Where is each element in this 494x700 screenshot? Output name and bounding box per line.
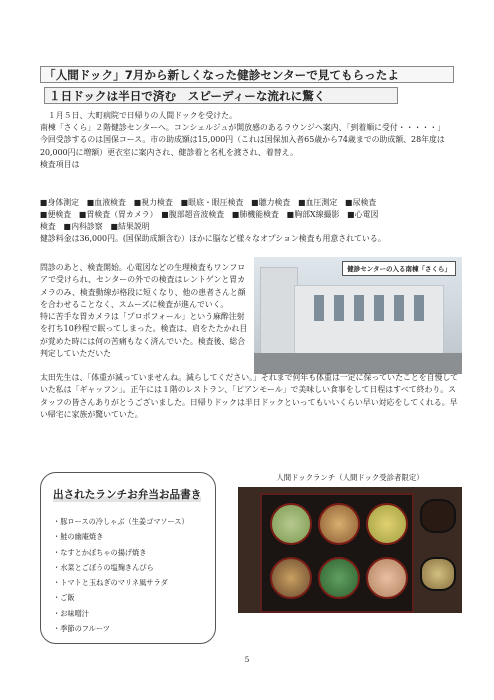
subheadline: １日ドックは半日で済む スピーディーな流れに驚く	[44, 87, 398, 104]
lunch-menu-list	[53, 514, 189, 636]
bento-dish	[270, 503, 312, 545]
building-window	[374, 295, 384, 321]
building-photo-label: 健診センターの入る南棟「さくら」	[342, 261, 456, 276]
building-window	[394, 295, 404, 321]
building-photo	[254, 257, 462, 374]
lunch-menu-box	[40, 472, 216, 644]
exam-items-line-1: ■身体測定 ■血液検査 ■視力検査 ■眼底・眼圧検査 ■聴力検査 ■血圧測定 ■尿検査	[40, 198, 377, 207]
headline: 「人間ドック」7月から新しくなった健診センターで見てもらったよ	[40, 66, 454, 83]
body-left-line: 問診のあと、検査開始。心電図などの生理検査もワンフロアで受けられ、センターの外での検査はレントゲンと胃カメラのみ、検査動線が格段に短くなり、他の患者さんと顔を合わせることなく、スムーズに検査が進んでいく。	[40, 263, 246, 309]
body-full-paragraph: 太田先生は、「体重が減っていませんね。減らしてください。」それまで何年も体重は一定に保っていたことを自慢していた私は「ギャッフン」。正午には１階のレストラン、「ピアンモール」で美味しい食事をして日程はすべて終わり。スタッフの皆さんありがとうございました。日帰りドックは半日ドックといってもいいくらい早い対応をしてくれる。早い帰宅に家族が驚いていた。	[40, 373, 459, 419]
menu-item: ・お味噌汁	[53, 608, 89, 618]
menu-item: ・水菜とごぼうの塩麹きんぴら	[53, 562, 154, 572]
building-window	[314, 295, 324, 321]
exam-items-line-3: 検査 ■内科診察 ■結果説明	[40, 222, 150, 231]
building-window	[334, 295, 344, 321]
bento-dish	[318, 503, 360, 545]
menu-item: ・豚ロースの冷しゃぶ（生姜ゴマソース）	[53, 517, 189, 526]
lunch-photo	[238, 487, 462, 613]
intro-line: 南棟「さくら」２階健診センターへ。コンシェルジュが開放感のあるラウンジへ案内、「到着順に受付・・・・・」	[40, 123, 446, 133]
body-left-paragraph	[40, 262, 252, 360]
soup-bowl	[420, 557, 456, 591]
body-left-line: 特に苦手な胃カメラは「プロポフォール」という麻酔注射を打ち10秒程で眠ってしまった。検査は、肩をたたかれ目が覚めた時には何の苦痛もなく済んでいた。検査後、総合判定していただいた	[40, 312, 248, 359]
menu-item: ・季節のフルーツ	[53, 624, 110, 634]
menu-item: ・ご飯	[53, 593, 75, 603]
exam-fee-line: 健診料金は36,000円。(国保助成額含む）ほかに脳など様々なオプション検査も用意されている。	[40, 234, 386, 243]
bento-dish	[366, 557, 408, 599]
menu-item: ・なすとかぼちゃの揚げ焼き	[53, 547, 147, 557]
menu-item: ・鮭の幽庵焼き	[53, 532, 104, 542]
rice-bowl	[420, 499, 456, 533]
road	[254, 353, 462, 374]
bento-dish	[366, 503, 408, 545]
lunch-photo-caption: 人間ドックランチ（人間ドック受診者限定）	[276, 473, 424, 482]
intro-paragraph	[40, 110, 460, 171]
bento-tray	[260, 493, 414, 613]
exam-items-line-2: ■便検査 ■胃検査（胃カメラ） ■腹部超音波検査 ■肺機能検査 ■胸部X線撮影 ■心電図	[40, 210, 379, 219]
bento-dish	[270, 557, 312, 599]
intro-line: 検査項目は	[40, 159, 80, 169]
bento-dish	[318, 557, 360, 599]
building-window	[354, 295, 364, 321]
lunch-menu-title: 出されたランチお弁当お品書き	[53, 489, 202, 501]
page-number: 5	[244, 655, 250, 664]
intro-line: 今回受診するのは国保コース。市の助成額は15,000円（これは国保加入者65歳から74歳までの助成額、28年度は20,000円に増額）更衣室に案内され、健診着と名札を渡され、着替え。	[40, 135, 445, 157]
building-window	[414, 295, 424, 321]
intro-line: １月５日、大町病院で日帰りの人間ドックを受けた。	[40, 111, 237, 120]
building-annex	[260, 267, 298, 357]
menu-item: ・トマトと玉ねぎのマリネ風サラダ	[53, 578, 168, 588]
